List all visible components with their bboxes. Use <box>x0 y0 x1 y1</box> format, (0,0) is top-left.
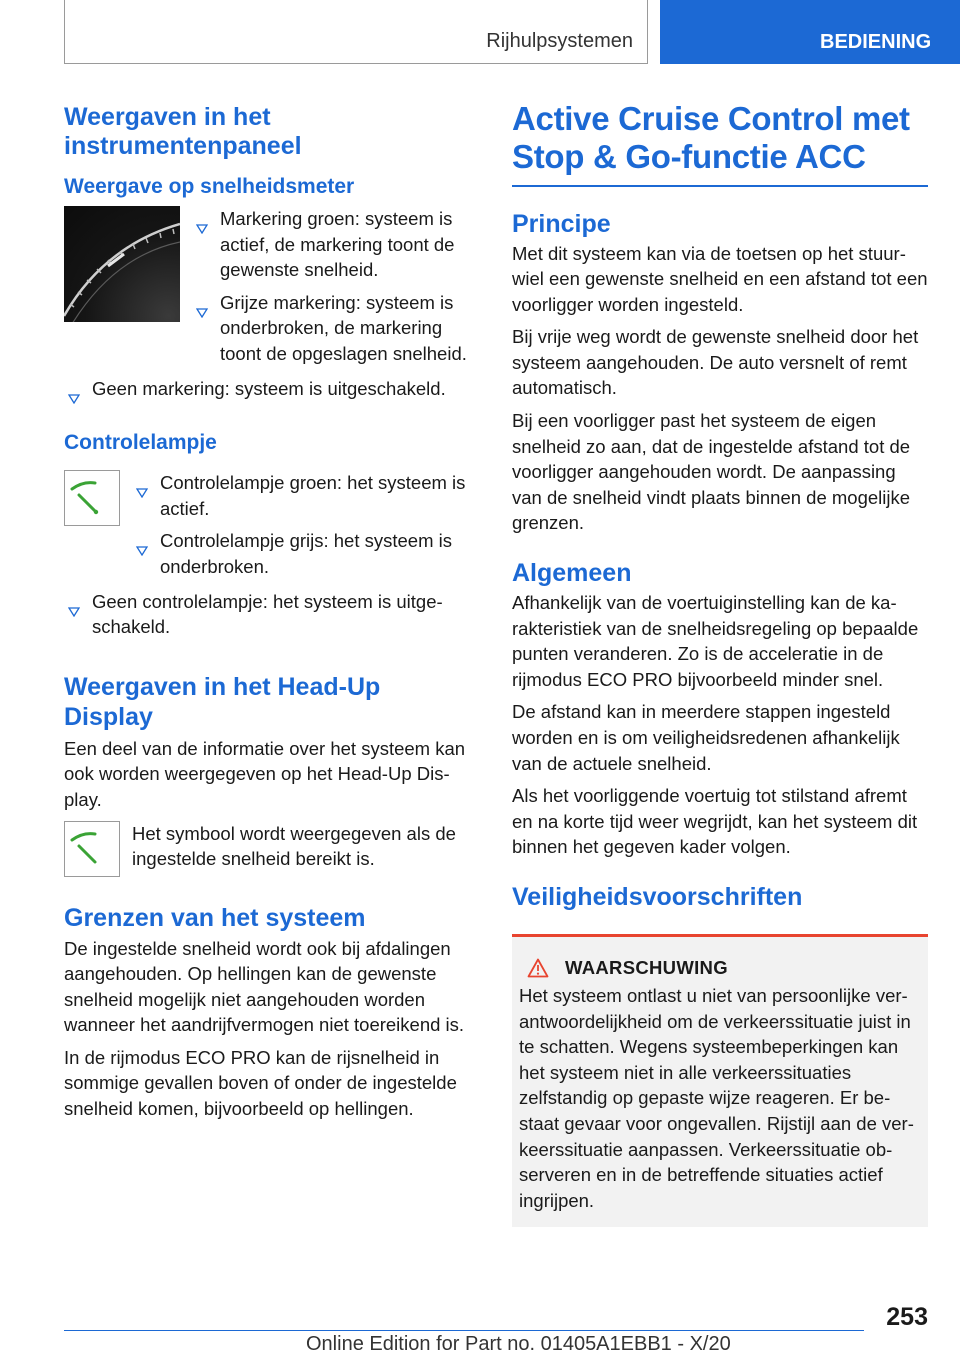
paragraph: Afhankelijk van de voertuiginstelling kan de karakteristiek van de snelheidsregeling op bepaalde punten veranderen. Zo is de acceleratie in de rijmodus ECO PRO bijvoorbeeld minder snel. <box>512 592 919 690</box>
title-underline <box>512 185 928 187</box>
list-item: Controlelampje grijs: het systeem is onderbroken. <box>132 528 476 579</box>
warning-title: WAARSCHUWING <box>565 956 728 978</box>
chapter-title: Active Cruise Control met Stop & Go-functie ACC <box>512 100 910 175</box>
page-number: 253 <box>886 1303 928 1331</box>
paragraph: De ingestelde snelheid wordt ook bij afdalingen aangehouden. Op hellingen kan de gewenste snelheid mogelijk niet aangehouden worden wanneer het aandrijfvermogen niet toereikend is. <box>64 937 465 1036</box>
section-title-general: Algemeen <box>512 559 632 588</box>
paragraph: Bij vrije weg wordt de gewenste snelheid door het systeem aangehouden. De auto versnelt of remt automatisch. <box>512 326 919 399</box>
header-chapter-label: BEDIENING <box>820 31 932 53</box>
paragraph: Met dit systeem kan via de toetsen op het stuurwiel een gewenste snelheid en een afstand tot een voorligger worden ingesteld. <box>512 242 928 315</box>
warning-box <box>512 934 928 1227</box>
triangle-bullet-icon <box>136 537 148 563</box>
warning-triangle-icon <box>527 958 549 978</box>
header-section-box <box>64 0 648 64</box>
right-column <box>512 100 928 1227</box>
list-item: Geen controlelampje: het systeem is uitgeschakeld. <box>64 589 476 640</box>
list-item: Controlelampje groen: het systeem is actief. <box>132 470 476 521</box>
section-title-limits: Grenzen van het systeem <box>64 903 366 932</box>
list-item: Geen markering: systeem is uitgeschakeld. <box>64 376 476 402</box>
acc-speedometer-lamp-icon <box>64 470 120 526</box>
left-column <box>64 100 476 1122</box>
triangle-bullet-icon <box>68 385 80 411</box>
paragraph: Het symbool wordt weergegeven als de ingestelde snelheid bereikt is. <box>132 822 456 870</box>
section-title-principle: Principe <box>512 209 611 238</box>
section-title-hud: Weergaven in het Head-Up Display <box>64 672 381 731</box>
triangle-bullet-icon <box>196 299 208 325</box>
section-title-displays: Weergaven in het instrumentenpaneel <box>64 103 302 160</box>
warning-text: Het systeem ontlast u niet van persoonlijke verantwoordelijkheid om de verkeerssituatie juist in te schatten. Wegens systeembeperkingen kan het systeem niet in alle verkeerssituaties zelfstandig op gepaste wijze reageren. Er bestaat gevaar voor ongevallen. Rijstijl aan de verkeerssituatie aanpassen. Verkeerssituatie observeren en in de betreffende situaties actief ingrijpen. <box>519 984 914 1211</box>
paragraph: Bij een voorligger past het systeem de eigen snelheid zo aan, dat de ingestelde afstand tot de voorligger aangehouden wordt. De aanpassing van de snelheid vindt plaats binnen de mogelijke grenzen. <box>512 410 911 534</box>
list-item: Markering groen: systeem is actief, de markering toont de gewenste snelheid. <box>192 206 476 283</box>
paragraph: De afstand kan in meerdere stappen ingesteld worden en is om veiligheidsredenen afhankelijk van de actuele snelheid. <box>512 701 900 774</box>
section-title-safety: Veiligheidsvoorschriften <box>512 882 803 911</box>
paragraph: Een deel van de informatie over het systeem kan ook worden weergegeven op het Head-Up Display. <box>64 737 466 810</box>
paragraph: Als het voorliggende voertuig tot stilstand afremt en na korte tijd weer wegrijdt, kan het systeem dit binnen het gegeven kader volgen. <box>512 785 918 858</box>
footer-edition: Online Edition for Part no. 01405A1EBB1 - X/20 <box>306 1333 731 1355</box>
triangle-bullet-icon <box>68 598 80 624</box>
paragraph: In de rijmodus ECO PRO kan de rijsnelheid in sommige gevallen boven of onder de ingestelde snelheid komen, bijvoorbeeld op hellingen. <box>64 1046 457 1120</box>
triangle-bullet-icon <box>136 479 148 505</box>
speedometer-image <box>64 206 180 322</box>
hud-acc-symbol-icon <box>64 821 120 877</box>
subsection-title-speedometer: Weergave op snelheidsmeter <box>64 175 355 198</box>
header-section-title: Rijhulpsystemen <box>486 30 633 52</box>
triangle-bullet-icon <box>196 215 208 241</box>
list-item: Grijze markering: systeem is onderbroken, de markering toont de opgeslagen snelheid. <box>192 290 476 367</box>
subsection-title-indicator: Controlelampje <box>64 431 217 455</box>
footer-divider <box>64 1330 864 1331</box>
